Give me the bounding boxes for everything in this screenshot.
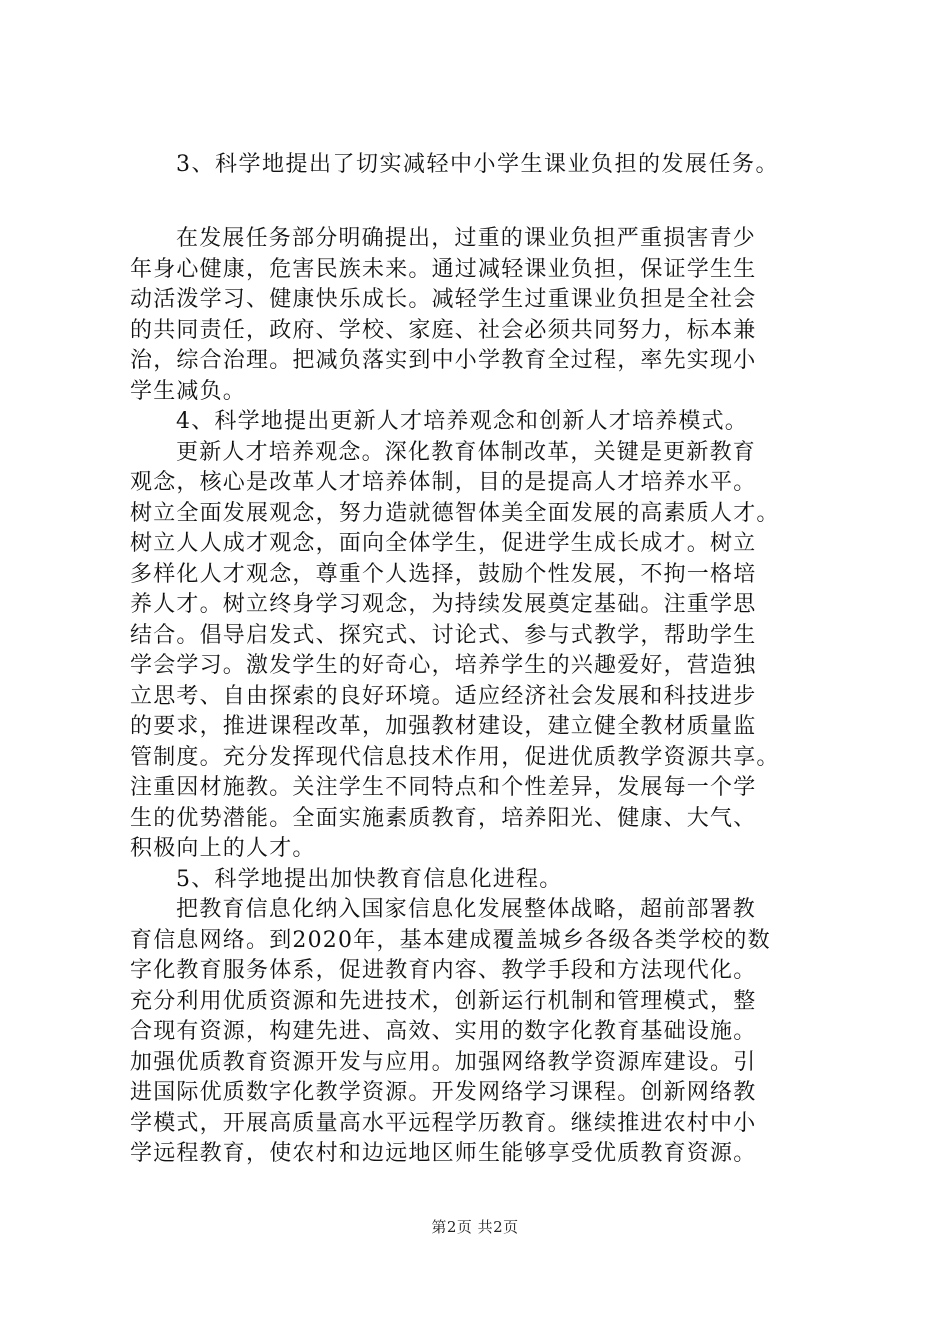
text-line: 学会学习。激发学生的好奇心，培养学生的兴趣爱好，营造独 xyxy=(130,653,757,678)
text-line: 更新人才培养观念。深化教育体制改革，关键是更新教育 xyxy=(176,439,757,465)
text-line: 加强优质教育资源开发与应用。加强网络教学资源库建设。引 xyxy=(130,1049,757,1075)
section-heading-5 xyxy=(130,865,830,896)
page-number-label: 第2页 共2页 xyxy=(431,1218,519,1236)
paragraph-reduce-burden xyxy=(130,224,830,407)
text-line: 的共同责任，政府、学校、家庭、社会必须共同努力，标本兼 xyxy=(130,317,757,343)
text-line: 在发展任务部分明确提出，过重的课业负担严重损害青少 xyxy=(176,226,757,251)
document-body xyxy=(130,150,830,1170)
text-line: 把教育信息化纳入国家信息化发展整体战略，超前部署教 xyxy=(176,897,757,922)
text-line: 养人才。树立终身学习观念，为持续发展奠定基础。注重学思 xyxy=(130,592,757,617)
text-line: 立思考、自由探索的良好环境。适应经济社会发展和科技进步 xyxy=(130,683,757,709)
text-line: 树立全面发展观念，努力造就德智体美全面发展的高素质人才。 xyxy=(130,500,780,526)
text-line: 育信息网络。到2020年，基本建成覆盖城乡各级各类学校的数 xyxy=(130,927,771,953)
text-line: 年身心健康，危害民族未来。通过减轻课业负担，保证学生生 xyxy=(130,256,757,282)
text-line: 进国际优质数字化教学资源。开发网络学习课程。创新网络教 xyxy=(130,1080,757,1105)
text-line: 治，综合治理。把减负落实到中小学教育全过程，率先实现小 xyxy=(130,348,757,373)
section-heading-3: 3、科学地提出了切实减轻中小学生课业负担的发展任务。 xyxy=(176,152,779,177)
text-line: 观念，核心是改革人才培养体制，目的是提高人才培养水平。 xyxy=(130,470,757,495)
text-line: 字化教育服务体系，促进教育内容、教学手段和方法现代化。 xyxy=(130,958,757,983)
page-footer xyxy=(0,1216,950,1237)
text-line: 合现有资源，构建先进、高效、实用的数字化教育基础设施。 xyxy=(130,1019,757,1044)
paragraph-spacer xyxy=(130,180,830,224)
text-line: 充分利用优质资源和先进技术，创新运行机制和管理模式，整 xyxy=(130,988,757,1014)
text-line: 学模式，开展高质量高水平远程学历教育。继续推进农村中小 xyxy=(130,1110,757,1136)
text-line: 学生减负。 xyxy=(130,378,247,404)
text-line: 的要求，推进课程改革，加强教材建设，建立健全教材质量监 xyxy=(130,714,757,739)
text-line: 生的优势潜能。全面实施素质教育，培养阳光、健康、大气、 xyxy=(130,805,757,831)
text-line: 多样化人才观念，尊重个人选择，鼓励个性发展，不拘一格培 xyxy=(130,561,757,587)
text-line: 5、科学地提出加快教育信息化进程。 xyxy=(176,866,563,892)
section-heading-4 xyxy=(130,407,830,438)
text-line: 管制度。充分发挥现代信息技术作用，促进优质教学资源共享。 xyxy=(130,744,780,770)
text-line: 结合。倡导启发式、探究式、讨论式、参与式教学，帮助学生 xyxy=(130,622,757,648)
text-line: 树立人人成才观念，面向全体学生，促进学生成长成才。树立 xyxy=(130,531,757,556)
text-line: 动活泼学习、健康快乐成长。减轻学生过重课业负担是全社会 xyxy=(130,287,757,312)
text-line: 学远程教育，使农村和边远地区师生能够享受优质教育资源。 xyxy=(130,1141,757,1166)
paragraph-talent-concepts xyxy=(130,438,830,865)
text-line: 注重因材施教。关注学生不同特点和个性差异，发展每一个学 xyxy=(130,775,757,800)
paragraph-informatization xyxy=(130,895,830,1170)
text-line: 4、科学地提出更新人才培养观念和创新人才培养模式。 xyxy=(176,409,748,434)
text-line: 积极向上的人才。 xyxy=(130,836,316,861)
